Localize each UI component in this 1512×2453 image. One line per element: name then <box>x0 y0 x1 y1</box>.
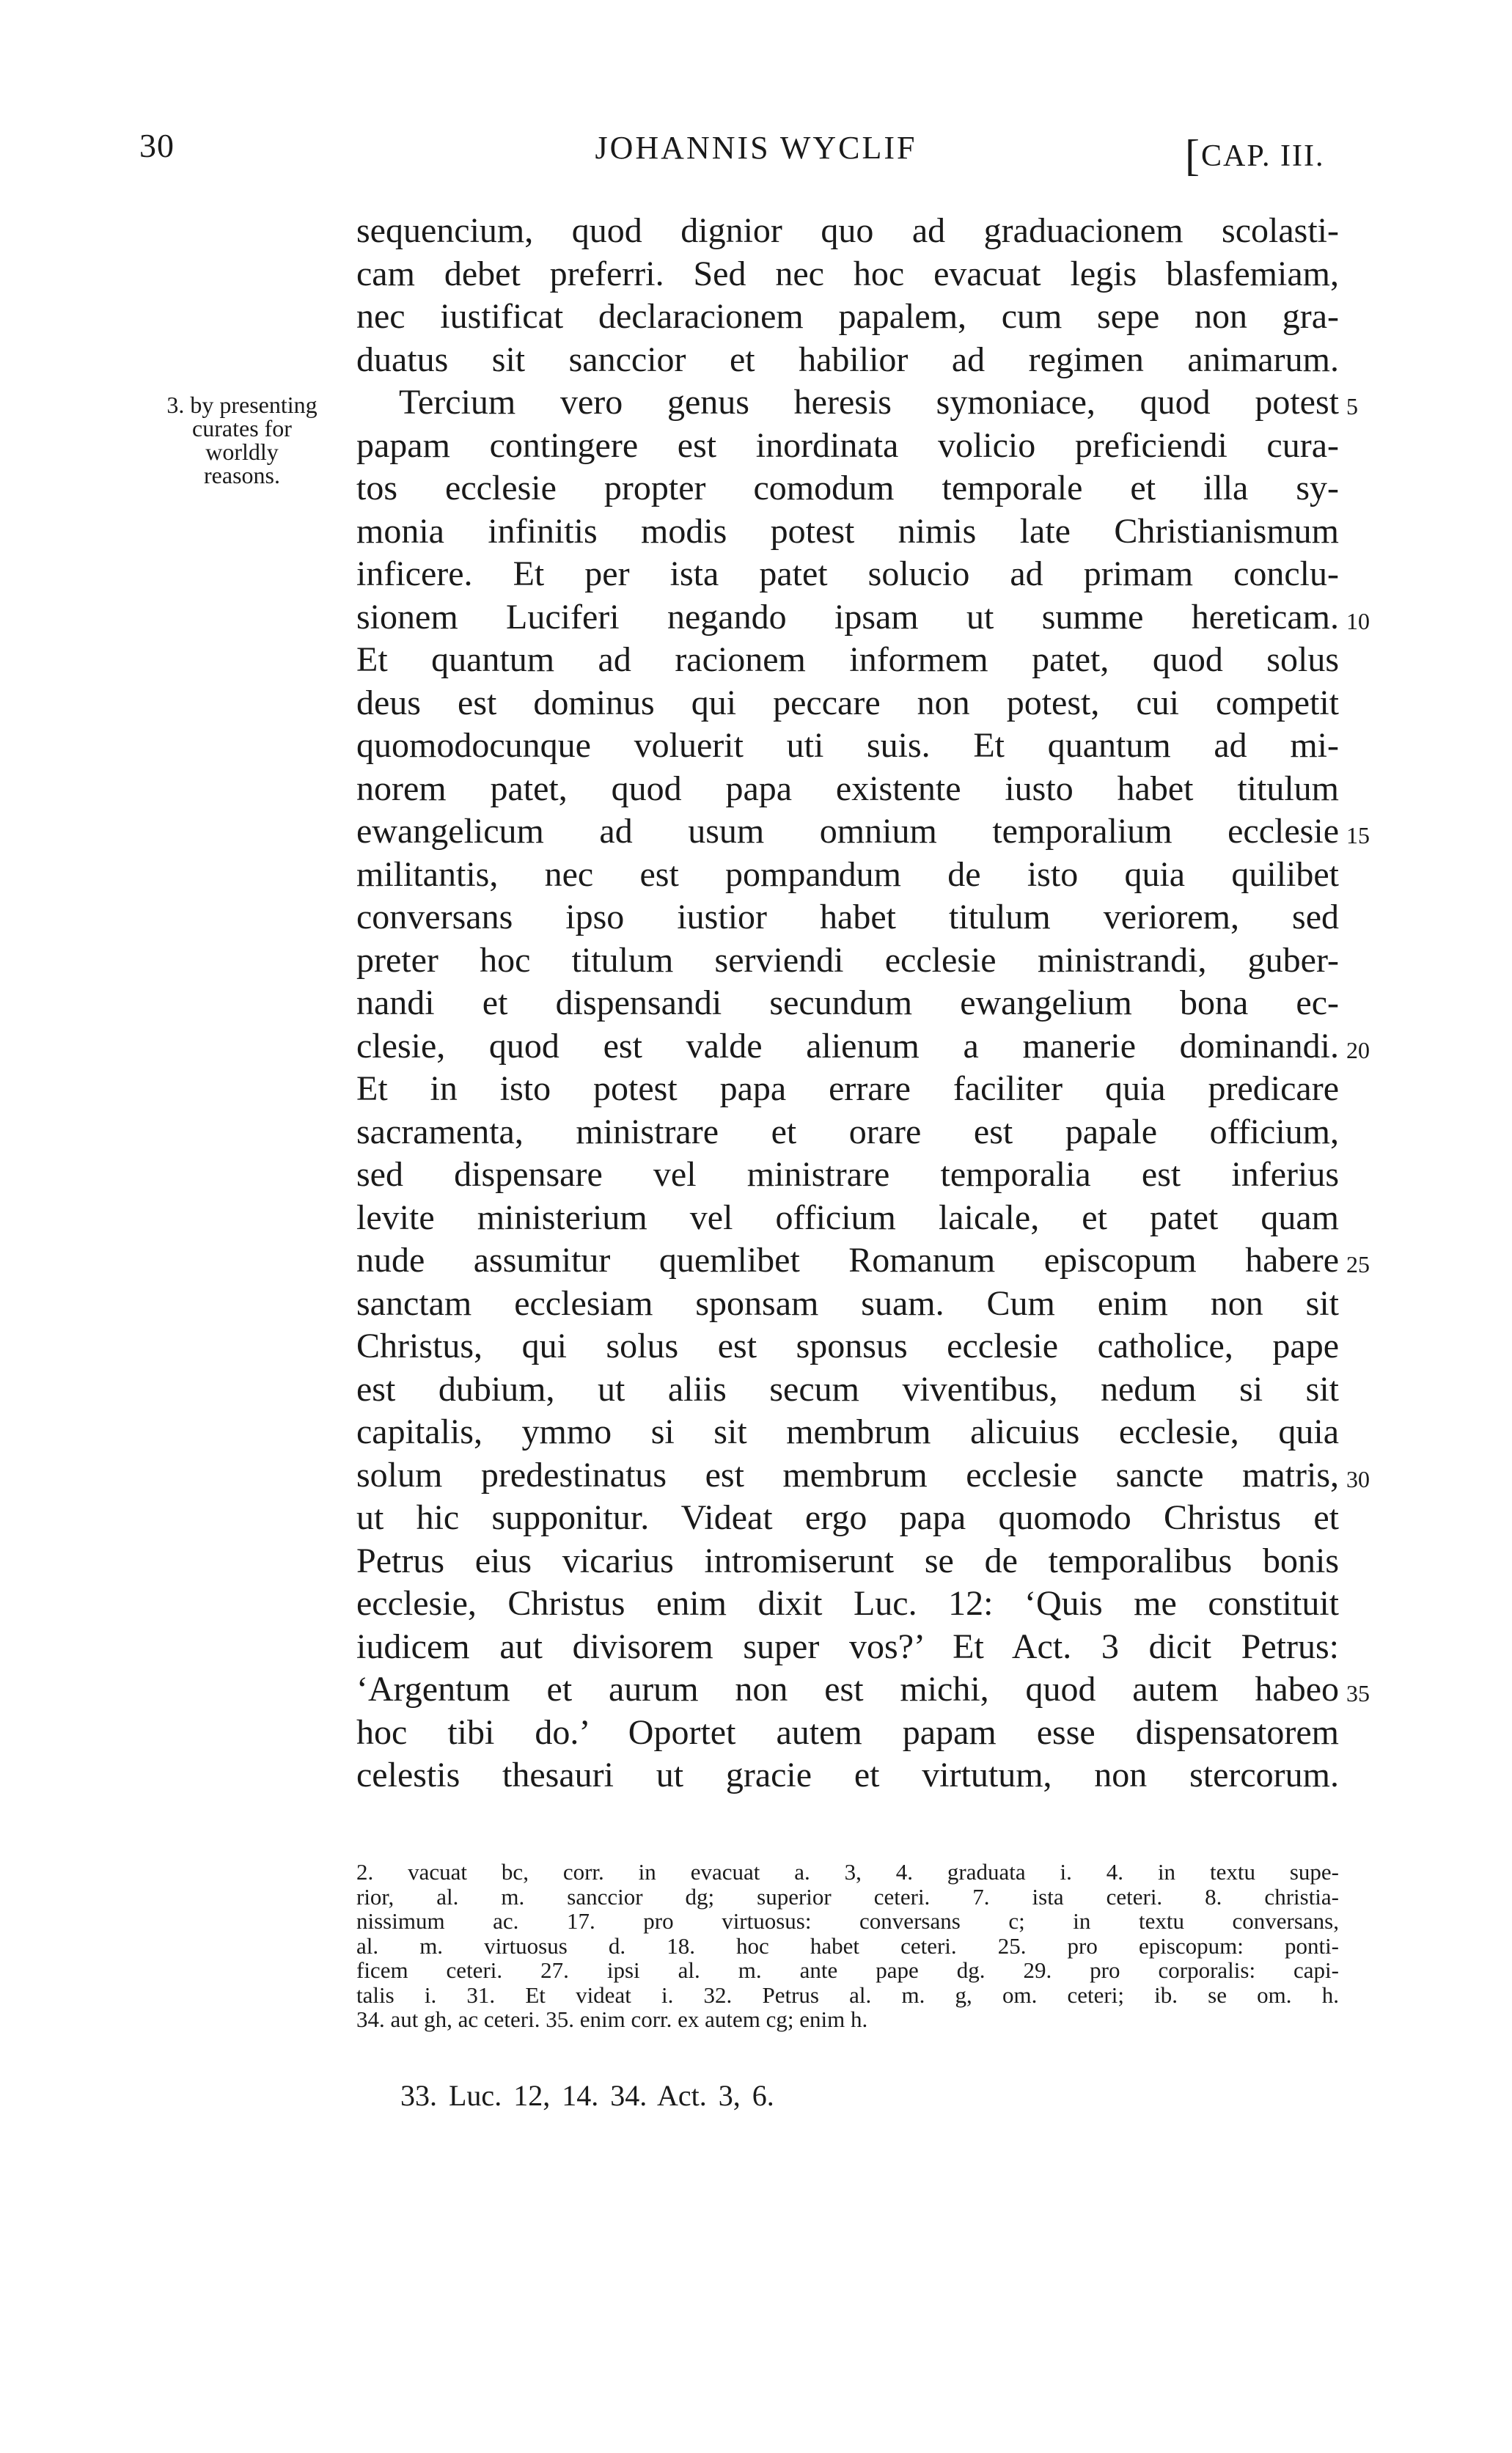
line-number: 5 <box>1346 393 1358 419</box>
footnote-line: talis i. 31. Et videat i. 32. Petrus al. m. g, om. ceteri; ib. se om. h. <box>356 1981 1339 2008</box>
page-number: 30 <box>139 127 175 164</box>
footnote-line: rior, al. m. sanccior dg; superior ceteri. 7. ista ceteri. 8. christia- <box>356 1883 1339 1910</box>
text-line: celestis thesauri ut gracie et virtutum, non stercorum. <box>356 1756 1339 1794</box>
text-line: Tercium vero genus heresis symoniace, quod potest <box>399 383 1339 422</box>
text-line: Petrus eius vicarius intromiserunt se de temporalibus bonis <box>356 1541 1339 1580</box>
text-line: ‘Argentum et aurum non est michi, quod autem habeo <box>356 1670 1339 1709</box>
text-line: capitalis, ymmo si sit membrum alicuius ecclesie, quia <box>356 1412 1339 1451</box>
text-line: duatus sit sanccior et habilior ad regimen animarum. <box>356 340 1339 379</box>
text-line: quomodocunque voluerit uti suis. Et quantum ad mi- <box>356 726 1339 765</box>
text-line: ecclesie, Christus enim dixit Luc. 12: ‘Quis me constituit <box>356 1584 1339 1623</box>
marginal-note <box>132 393 352 487</box>
text-line: inficere. Et per ista patet solucio ad primam conclu- <box>356 554 1339 593</box>
line-number: 15 <box>1346 822 1370 848</box>
text-line: hoc tibi do.’ Oportet autem papam esse dispensatorem <box>356 1712 1339 1752</box>
text-line: sanctam ecclesiam sponsam suam. Cum enim non sit <box>356 1283 1339 1323</box>
text-line: sionem Luciferi negando ipsam ut summe hereticam. <box>356 597 1339 637</box>
text-line: nandi et dispensandi secundum ewangelium bona ec- <box>356 983 1339 1022</box>
text-line: preter hoc titulum serviendi ecclesie ministrandi, guber- <box>356 940 1339 980</box>
footnote-line: ficem ceteri. 27. ipsi al. m. ante pape dg. 29. pro corporalis: capi- <box>356 1957 1339 1983</box>
footnote-line: 2. vacuat bc, corr. in evacuat a. 3, 4. graduata i. 4. in textu supe- <box>356 1859 1339 1885</box>
source-references: 33. Luc. 12, 14. 34. Act. 3, 6. <box>400 2079 774 2112</box>
text-line: clesie, quod est valde alienum a manerie dominandi. <box>356 1026 1339 1066</box>
marginal-note-line: worldly <box>205 439 279 465</box>
text-line: monia infinitis modis potest nimis late Christianismum <box>356 511 1339 551</box>
line-number: 20 <box>1346 1037 1370 1063</box>
text-line: ewangelicum ad usum omnium temporalium ecclesie <box>356 812 1339 851</box>
marginal-note-line: reasons. <box>204 462 280 488</box>
chapter-ref-text: CAP. III. <box>1200 139 1325 173</box>
line-number: 35 <box>1346 1680 1370 1706</box>
text-line: est dubium, ut aliis secum viventibus, nedum si sit <box>356 1369 1339 1409</box>
text-line: norem patet, quod papa existente iusto habet titulum <box>356 769 1339 808</box>
text-line: nec iustificat declaracionem papalem, cum sepe non gra- <box>356 297 1339 336</box>
running-title: JOHANNIS WYCLIF <box>595 130 917 166</box>
line-number: 30 <box>1346 1466 1370 1492</box>
text-line: levite ministerium vel officium laicale, et patet quam <box>356 1198 1339 1237</box>
marginal-note-line: curates for <box>192 415 292 441</box>
chapter-reference <box>1185 126 1325 180</box>
footnote-line: al. m. virtuosus d. 18. hoc habet ceteri. 25. pro episcopum: ponti- <box>356 1932 1339 1959</box>
text-line: Christus, qui solus est sponsus ecclesie catholice, pape <box>356 1327 1339 1365</box>
footnote-line: nissimum ac. 17. pro virtuosus: conversans c; in textu conversans, <box>356 1908 1339 1934</box>
text-line: Et in isto potest papa errare faciliter quia predicare <box>356 1069 1339 1108</box>
text-line: iudicem aut divisorem super vos?’ Et Act. 3 dicit Petrus: <box>356 1627 1339 1666</box>
text-line: conversans ipso iustior habet titulum veriorem, sed <box>356 898 1339 936</box>
text-line: Et quantum ad racionem informem patet, quod solus <box>356 640 1339 679</box>
text-line: nude assumitur quemlibet Romanum episcopum habere <box>356 1241 1339 1280</box>
text-line: tos ecclesie propter comodum temporale et illa sy- <box>356 469 1339 507</box>
text-line: solum predestinatus est membrum ecclesie sancte matris, <box>356 1455 1339 1495</box>
textual-footnotes <box>356 1860 1339 2032</box>
open-bracket: [ <box>1185 131 1201 180</box>
text-line: sacramenta, ministrare et orare est papale officium, <box>356 1112 1339 1151</box>
text-line: papam contingere est inordinata volicio preficiendi cura- <box>356 425 1339 465</box>
line-number: 10 <box>1346 608 1370 634</box>
line-number: 25 <box>1346 1251 1370 1277</box>
text-line: cam debet preferri. Sed nec hoc evacuat legis blasfemiam, <box>356 254 1339 293</box>
footnote-line: 34. aut gh, ac ceteri. 35. enim corr. ex autem cg; enim h. <box>356 2006 868 2032</box>
marginal-note-line: 3. by presenting <box>166 392 318 418</box>
main-text <box>356 210 1339 1797</box>
text-line: deus est dominus qui peccare non potest, cui competit <box>356 683 1339 722</box>
text-line: militantis, nec est pompandum de isto quia quilibet <box>356 854 1339 894</box>
text-line: ut hic supponitur. Videat ergo papa quomodo Christus et <box>356 1498 1339 1537</box>
text-line: sed dispensare vel ministrare temporalia est inferius <box>356 1155 1339 1194</box>
text-line: sequencium, quod dignior quo ad graduacionem scolasti- <box>356 211 1339 250</box>
